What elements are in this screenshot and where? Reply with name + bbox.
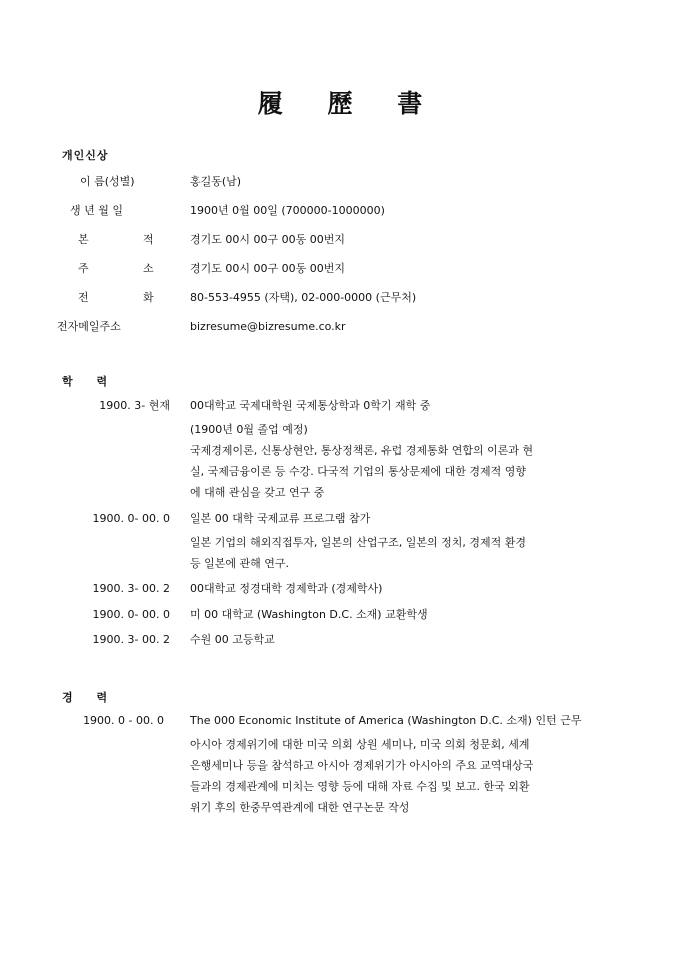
document-title: 履 歷 書 xyxy=(257,89,441,118)
education-title: 00대학교 정경대학 경제학과 (경제학사) xyxy=(190,582,383,595)
education-detail-line: 실, 국제금융이론 등 수강. 다국적 기업의 통상문제에 대한 경제적 영향 xyxy=(190,465,526,478)
personal-value: 경기도 00시 00구 00동 00번지 xyxy=(190,262,345,275)
education-title: 수원 00 고등학교 xyxy=(190,633,275,646)
career-heading: 경 력 xyxy=(62,691,118,704)
career-title: The 000 Economic Institute of America (Washington D.C. 소재) 인턴 근무 xyxy=(190,714,582,727)
personal-label: 주 xyxy=(78,262,89,275)
education-date: 1900. 3- 00. 2 xyxy=(92,582,170,595)
personal-label: 소 xyxy=(143,262,154,275)
education-entry xyxy=(0,603,680,627)
personal-row-birth xyxy=(0,199,680,223)
personal-row-phone xyxy=(0,286,680,310)
education-entry xyxy=(0,507,680,531)
personal-row-name xyxy=(0,170,680,194)
education-title: 일본 00 대학 국제교류 프로그램 참가 xyxy=(190,512,371,525)
education-entry xyxy=(0,577,680,601)
education-detail-line: 일본 기업의 해외직접투자, 일본의 산업구조, 일본의 정치, 경제적 환경 xyxy=(190,536,526,549)
education-heading: 학 력 xyxy=(62,375,118,388)
personal-heading: 개인신상 xyxy=(62,149,109,162)
education-entry xyxy=(0,628,680,652)
education-detail-line: (1900년 0월 졸업 예정) xyxy=(190,423,308,436)
personal-row-origin xyxy=(0,228,680,252)
career-detail-line: 아시아 경제위기에 대한 미국 의회 상원 세미나, 미국 의회 청문회, 세계 xyxy=(190,738,530,751)
education-title: 미 00 대학교 (Washington D.C. 소재) 교환학생 xyxy=(190,608,428,621)
education-date: 1900. 3- 00. 2 xyxy=(92,633,170,646)
personal-value: bizresume@bizresume.co.kr xyxy=(190,320,346,333)
education-entry xyxy=(0,394,680,418)
career-detail-line: 위기 후의 한중무역관계에 대한 연구논문 작성 xyxy=(190,801,410,814)
career-details xyxy=(190,734,618,818)
career-date: 1900. 0 - 00. 0 xyxy=(83,714,164,727)
personal-label: 본 xyxy=(78,233,89,246)
personal-label: 생 년 월 일 xyxy=(70,204,123,217)
personal-label: 적 xyxy=(143,233,154,246)
personal-row-address xyxy=(0,257,680,281)
personal-label: 이 름(성별) xyxy=(80,175,135,188)
personal-value: 1900년 0월 00일 (700000-1000000) xyxy=(190,204,385,217)
personal-label: 전 xyxy=(78,291,89,304)
personal-row-email xyxy=(0,315,680,339)
personal-label: 전자메일주소 xyxy=(57,320,121,333)
personal-value: 80-553-4955 (자택), 02-000-0000 (근무처) xyxy=(190,291,417,304)
education-detail-line: 등 일본에 관해 연구. xyxy=(190,557,289,570)
education-detail-line: 국제경제이론, 신통상현안, 통상정책론, 유럽 경제통화 연합의 이론과 현 xyxy=(190,444,534,457)
education-date: 1900. 0- 00. 0 xyxy=(92,512,170,525)
personal-label: 화 xyxy=(143,291,154,304)
personal-value: 경기도 00시 00구 00동 00번지 xyxy=(190,233,345,246)
education-date: 1900. 3- 현재 xyxy=(99,399,170,412)
career-detail-line: 들과의 경제관계에 미치는 영향 등에 대해 자료 수집 및 보고. 한국 외환 xyxy=(190,780,530,793)
education-date: 1900. 0- 00. 0 xyxy=(92,608,170,621)
education-details xyxy=(190,419,618,503)
career-entry xyxy=(0,709,680,733)
education-detail-line: 에 대해 관심을 갖고 연구 중 xyxy=(190,486,325,499)
career-detail-line: 은행세미나 등을 참석하고 아시아 경제위기가 아시아의 주요 교역대상국 xyxy=(190,759,534,772)
education-details xyxy=(190,532,618,574)
education-title: 00대학교 국제대학원 국제통상학과 0학기 재학 중 xyxy=(190,399,431,412)
personal-value: 홍길동(남) xyxy=(190,175,242,188)
